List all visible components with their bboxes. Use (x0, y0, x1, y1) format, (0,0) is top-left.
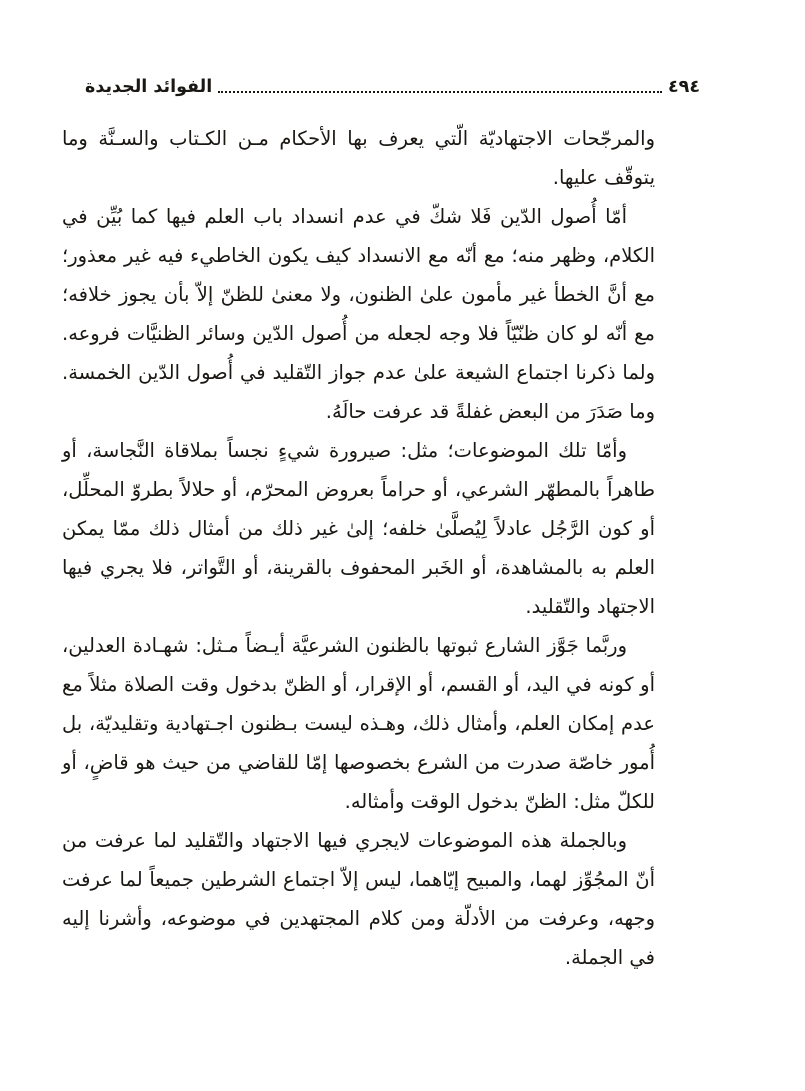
page-header (85, 74, 700, 100)
body-paragraph: والمرجّحات الاجتهاديّة الّتي يعرف بها الأحكام مـن الكـتاب والسـنَّة وما يتوقّف عليها. (62, 127, 655, 189)
body-paragraph: وبالجملة هذه الموضوعات لايجري فيها الاجتهاد والتّقليد لما عرفت من أنّ المجُوِّز لهما، والمبيح إيّاهما، ليس إلاّ اجتماع الشرطين جميعاً لما عرفت وجهه، وعرفت من الأدلّة ومن كلام المجتهدين في موضوعه، وأشرنا إليه في الجملة. (62, 829, 655, 969)
page-number: ٤٩٤ (667, 77, 700, 97)
body-paragraph: وربَّما جَوَّز الشارع ثبوتها بالظنون الشرعيَّة أيـضاً مـثل: شهـادة العدلين، أو كونه في اليد، أو القسم، أو الإقرار، أو الظنّ بدخول وقت الصلاة مثلاً مع عدم إمكان العلم، وأمثال ذلك، وهـذه ليست بـظنون اجـتهادية وتقليديّة، بل أُمور خاصّة صدرت من الشرع بخصوصها إمّا للقاضي من حيث هو قاضٍ، أو للكلّ مثل: الظنّ بدخول الوقت وأمثاله. (62, 634, 655, 813)
dot-leader (218, 91, 662, 93)
page-body (62, 119, 655, 977)
book-title: الفوائد الجديدة (85, 77, 213, 97)
body-paragraph: وأمّا تلك الموضوعات؛ مثل: صيرورة شيءٍ نجساً بملاقاة النَّجاسة، أو طاهراً بالمطهّر الشرعي، أو حراماً بعروض المحرّم، أو حلالاً بطروّ المحلِّل، أو كون الرَّجُل عادلاً لِيُصلَّىٰ خلفه؛ إلىٰ غير ذلك من أمثال ذلك ممّا يمكن العلم به بالمشاهدة، أو الخَبر المحفوف بالقرينة، أو التَّواتر، فلا يجري فيها الاجتهاد والتّقليد. (62, 439, 655, 618)
body-paragraph: أمّا أُصول الدّين فَلا شكّ في عدم انسداد باب العلم فيها كما بُيِّن في الكلام، وظهر منه؛ مع أنّه مع الانسداد كيف يكون الخاطيء فيه غير معذور؛ مع أنَّ الخطأ غير مأمون علىٰ الظنون، ولا معنىٰ للظنّ إلاّ بأن يجوز خلافه؛ مع أنّه لو كان ظنّيّاً فلا وجه لجعله من أُصول الدّين وسائر الظنيَّات فروعه. ولما ذكرنا اجتماع الشيعة علىٰ عدم جواز التّقليد في أُصول الدّين الخمسة. وما صَدَرَ من البعض غفلةً قد عرفت حالَهُ. (62, 205, 655, 423)
